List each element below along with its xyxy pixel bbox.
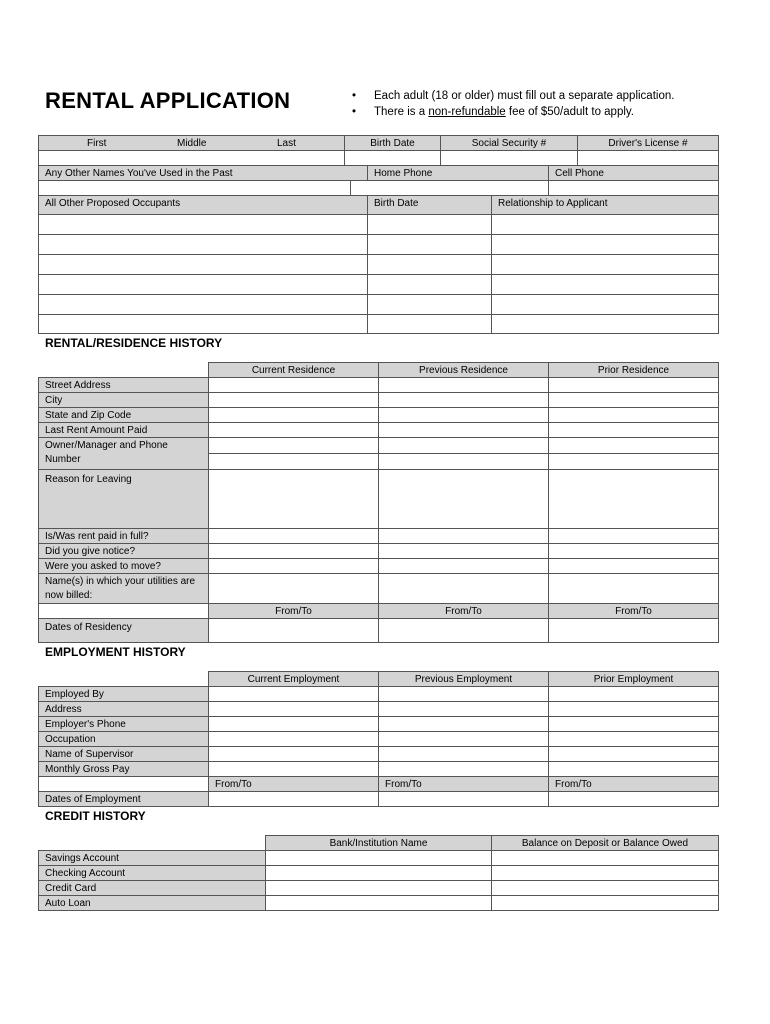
from-to-label: From/To: [378, 776, 549, 792]
label-license: Driver's License #: [577, 135, 719, 151]
employment-section-title: EMPLOYMENT HISTORY: [45, 645, 186, 659]
label-checking: Checking Account: [38, 865, 266, 881]
from-to-label: From/To: [208, 603, 379, 619]
blank-cell: [38, 603, 209, 619]
label-street: Street Address: [38, 377, 209, 393]
label-owner-manager: Owner/Manager and Phone Number: [38, 437, 209, 470]
other-names-field[interactable]: [38, 180, 351, 196]
label-occupants: All Other Proposed Occupants: [38, 195, 368, 215]
label-employer-phone: Employer's Phone: [38, 716, 209, 732]
blank-cell: [38, 776, 209, 792]
label-dates-residency: Dates of Residency: [38, 618, 209, 643]
label-city: City: [38, 392, 209, 408]
col-previous-residence: Previous Residence: [378, 362, 549, 378]
fee-text-post: fee of $50/adult to apply.: [505, 106, 634, 118]
col-current-employment: Current Employment: [208, 671, 379, 687]
label-occupation: Occupation: [38, 731, 209, 747]
label-asked-move: Were you asked to move?: [38, 558, 209, 574]
label-cell-phone: Cell Phone: [548, 165, 719, 181]
label-ssn: Social Security #: [440, 135, 578, 151]
label-other-names: Any Other Names You've Used in the Past: [38, 165, 368, 181]
label-last: Last: [277, 138, 296, 149]
license-field[interactable]: [577, 150, 719, 166]
credit-section-title: CREDIT HISTORY: [45, 809, 146, 823]
label-auto-loan: Auto Loan: [38, 895, 266, 911]
label-employed-by: Employed By: [38, 686, 209, 702]
label-notice: Did you give notice?: [38, 543, 209, 559]
col-prior-employment: Prior Employment: [548, 671, 719, 687]
instruction-fee: [352, 104, 674, 120]
name-field[interactable]: [38, 150, 345, 166]
from-to-label: From/To: [208, 776, 379, 792]
label-first: First: [87, 138, 107, 149]
label-last-rent: Last Rent Amount Paid: [38, 422, 209, 438]
label-relationship: Relationship to Applicant: [491, 195, 719, 215]
label-state-zip: State and Zip Code: [38, 407, 209, 423]
col-previous-employment: Previous Employment: [378, 671, 549, 687]
label-birth-date: Birth Date: [344, 135, 441, 151]
home-phone-field[interactable]: [350, 180, 549, 196]
col-bank-name: Bank/Institution Name: [265, 835, 492, 851]
name-header: [38, 135, 345, 151]
col-current-residence: Current Residence: [208, 362, 379, 378]
instructions: [352, 88, 674, 120]
label-supervisor: Name of Supervisor: [38, 746, 209, 762]
fee-text-pre: There is a: [374, 106, 429, 118]
birth-date-field[interactable]: [344, 150, 441, 166]
label-credit-card: Credit Card: [38, 880, 266, 896]
label-middle: Middle: [177, 138, 207, 149]
from-to-label: From/To: [548, 603, 719, 619]
label-occupant-birth-date: Birth Date: [367, 195, 492, 215]
label-savings: Savings Account: [38, 850, 266, 866]
from-to-label: From/To: [378, 603, 549, 619]
label-rent-paid: Is/Was rent paid in full?: [38, 528, 209, 544]
label-dates-employment: Dates of Employment: [38, 791, 209, 807]
cell-phone-field[interactable]: [548, 180, 719, 196]
page-title: RENTAL APPLICATION: [45, 88, 291, 113]
col-balance: Balance on Deposit or Balance Owed: [491, 835, 719, 851]
fee-text-underline: non-refundable: [428, 106, 506, 118]
from-to-label: From/To: [548, 776, 719, 792]
label-utilities: Name(s) in which your utilities are now billed:: [38, 573, 209, 604]
label-gross-pay: Monthly Gross Pay: [38, 761, 209, 777]
label-home-phone: Home Phone: [367, 165, 549, 181]
rental-section-title: RENTAL/RESIDENCE HISTORY: [45, 336, 223, 350]
label-employer-address: Address: [38, 701, 209, 717]
label-reason-leaving: Reason for Leaving: [38, 469, 209, 529]
ssn-field[interactable]: [440, 150, 578, 166]
instruction-adult: • Each adult (18 or older) must fill out a separate application.: [352, 88, 674, 104]
col-prior-residence: Prior Residence: [548, 362, 719, 378]
